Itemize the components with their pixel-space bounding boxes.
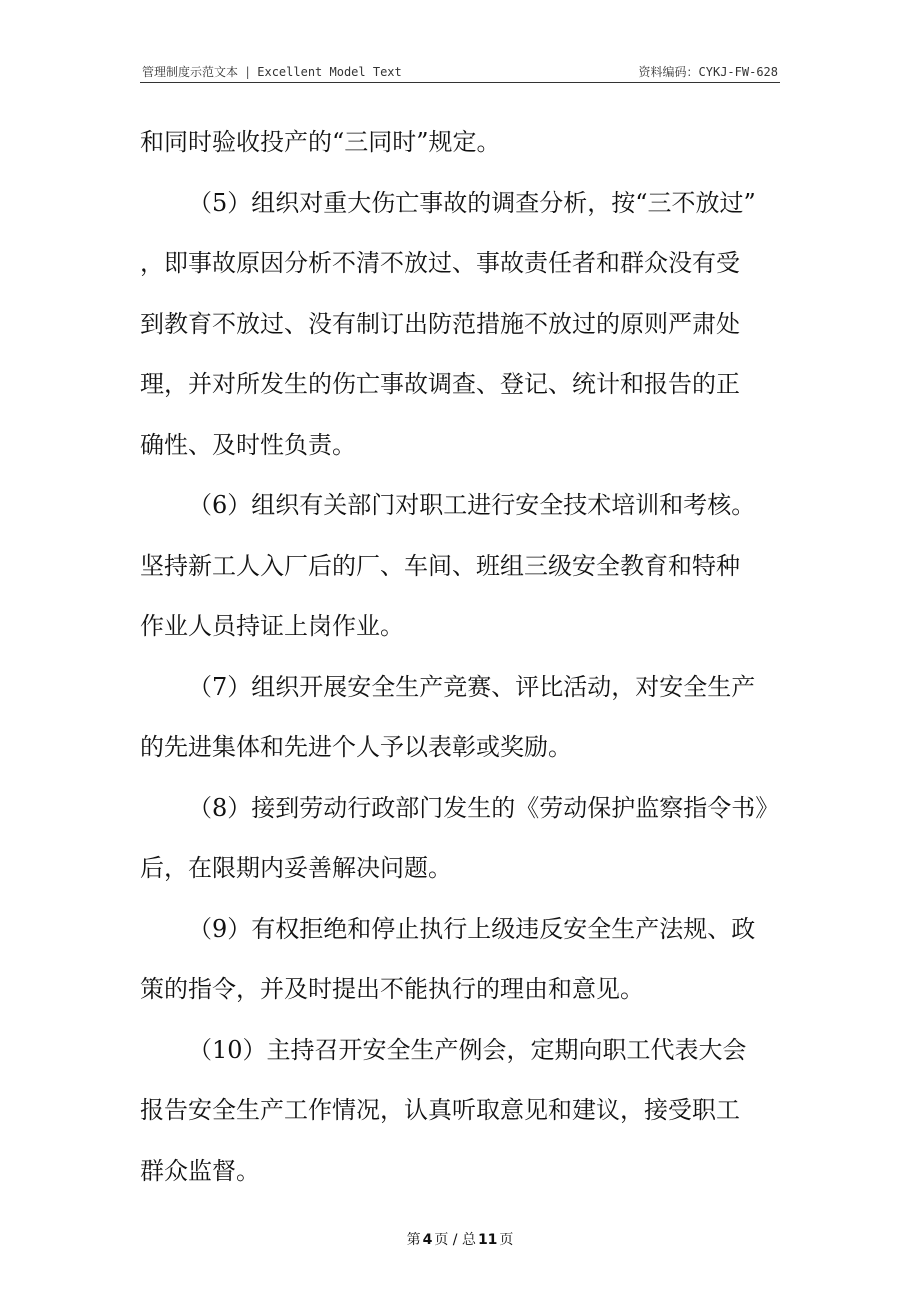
header-left	[142, 63, 402, 80]
body-line: （9）有权拒绝和停止执行上级违反安全生产法规、政	[188, 914, 756, 943]
body-line: 作业人员持证上岗作业。	[140, 612, 404, 640]
body-line: 到教育不放过、没有制订出防范措施不放过的原则严肃处	[140, 309, 740, 338]
body-line: 理，并对所发生的伤亡事故调查、登记、统计和报告的正	[140, 370, 740, 398]
body-line: 群众监督。	[140, 1156, 260, 1185]
document-code: 资料编码：CYKJ-FW-628	[638, 65, 778, 79]
body-line: 确性、及时性负责。	[140, 430, 356, 459]
body-line: （8）接到劳动行政部门发生的《劳动保护监察指令书》	[188, 793, 780, 822]
footer-divider: /	[452, 1232, 458, 1248]
body-line: 坚持新工人入厂后的厂、车间、班组三级安全教育和特种	[140, 551, 740, 580]
body-line: 后，在限期内妥善解决问题。	[140, 854, 452, 882]
header-separator: |	[244, 65, 252, 79]
page-header	[140, 60, 780, 83]
footer-page-suffix: 页	[434, 1232, 449, 1248]
body-line: （6）组织有关部门对职工进行安全技术培训和考核。	[188, 491, 756, 519]
footer-total-prefix: 总	[461, 1232, 476, 1248]
body-line: （5）组织对重大伤亡事故的调查分析，按“三不放过”	[188, 188, 756, 217]
body-line: ，即事故原因分析不清不放过、事故责任者和群众没有受	[140, 249, 740, 277]
header-title-en: Excellent Model Text	[257, 65, 402, 79]
body-line: （7）组织开展安全生产竞赛、评比活动，对安全生产	[188, 672, 756, 701]
page-footer	[0, 1229, 920, 1249]
document-body	[140, 112, 790, 1201]
body-line: 报告安全生产工作情况，认真听取意见和建议，接受职工	[140, 1096, 740, 1124]
footer-prefix: 第	[406, 1232, 421, 1248]
body-line: 策的指令，并及时提出不能执行的理由和意见。	[140, 975, 644, 1003]
body-line: （10）主持召开安全生产例会，定期向职工代表大会	[188, 1035, 747, 1064]
footer-total-suffix: 页	[499, 1232, 514, 1248]
body-line: 和同时验收投产的“三同时”规定。	[140, 128, 501, 156]
body-line: 的先进集体和先进个人予以表彰或奖励。	[140, 733, 572, 761]
total-pages-number: 11	[477, 1232, 498, 1248]
header-title-cn: 管理制度示范文本	[142, 65, 239, 79]
current-page-number: 4	[422, 1232, 433, 1248]
